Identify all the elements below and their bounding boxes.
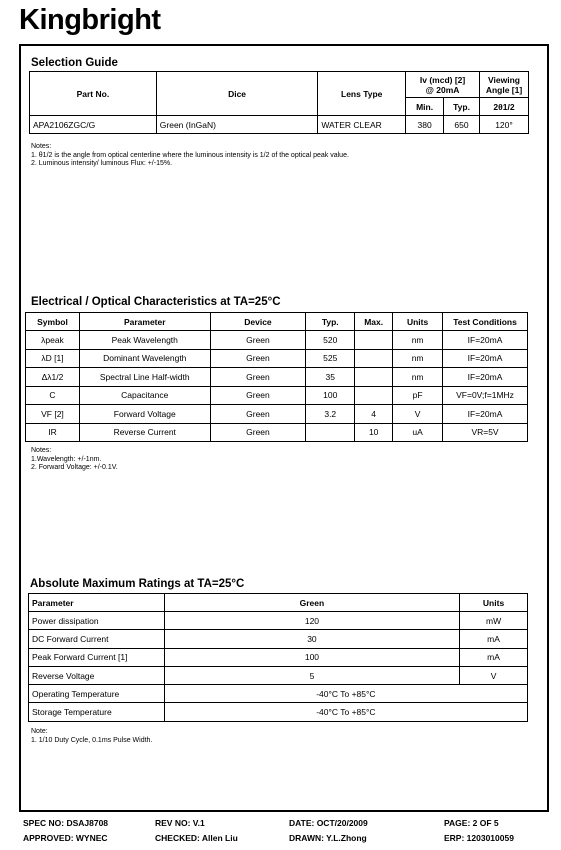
table-cell: nm bbox=[393, 349, 443, 368]
table-cell: Operating Temperature bbox=[29, 685, 165, 703]
table-cell: nm bbox=[393, 331, 443, 350]
header-units: Units bbox=[393, 313, 443, 331]
table-row bbox=[26, 368, 528, 387]
table-cell bbox=[355, 349, 393, 368]
header-dice: Dice bbox=[156, 72, 318, 116]
table-cell: Green bbox=[210, 386, 306, 405]
selection-guide-table bbox=[29, 71, 529, 134]
table-cell bbox=[306, 423, 355, 442]
electrical-body bbox=[26, 331, 528, 442]
cell-part-no: APA2106ZGC/G bbox=[30, 116, 157, 134]
table-cell: VR=5V bbox=[443, 423, 528, 442]
table-cell: Peak Forward Current [1] bbox=[29, 648, 165, 666]
table-cell: 10 bbox=[355, 423, 393, 442]
table-cell: VF=0V;f=1MHz bbox=[443, 386, 528, 405]
note-line: 1. 1/10 Duty Cycle, 0.1ms Pulse Width. bbox=[31, 736, 153, 744]
table-cell: C bbox=[26, 386, 80, 405]
table-cell: 100 bbox=[306, 386, 355, 405]
cell-typ: 650 bbox=[444, 116, 480, 134]
table-row bbox=[26, 423, 528, 442]
table-cell: Green bbox=[210, 423, 306, 442]
table-cell: λpeak bbox=[26, 331, 80, 350]
absolute-table bbox=[28, 593, 528, 722]
table-cell: IF=20mA bbox=[443, 331, 528, 350]
table-row bbox=[29, 612, 528, 630]
electrical-notes bbox=[31, 447, 118, 473]
absolute-notes bbox=[31, 728, 152, 745]
table-cell: 120 bbox=[164, 612, 459, 630]
electrical-title: Electrical / Optical Characteristics at TA=25°C bbox=[31, 296, 281, 308]
header-iv bbox=[406, 72, 480, 98]
brand-logo: Kingbright bbox=[19, 4, 161, 36]
table-cell: Δλ1/2 bbox=[26, 368, 80, 387]
table-cell: 100 bbox=[164, 648, 459, 666]
table-cell: 4 bbox=[355, 405, 393, 424]
table-row bbox=[26, 405, 528, 424]
table-cell: Peak Wavelength bbox=[79, 331, 210, 350]
electrical-table bbox=[25, 312, 528, 442]
table-cell: IF=20mA bbox=[443, 349, 528, 368]
footer-checked: CHECKED: Allen Liu bbox=[155, 833, 238, 843]
table-cell bbox=[355, 386, 393, 405]
table-cell: Green bbox=[210, 368, 306, 387]
footer-page: PAGE: 2 OF 5 bbox=[444, 818, 499, 828]
table-cell: -40°C To +85°C bbox=[164, 685, 527, 703]
footer-spec-no: SPEC NO: DSAJ8708 bbox=[23, 818, 109, 828]
table-cell: IF=20mA bbox=[443, 405, 528, 424]
selection-guide-title: Selection Guide bbox=[31, 57, 118, 69]
table-cell: DC Forward Current bbox=[29, 630, 165, 648]
table-cell: 525 bbox=[306, 349, 355, 368]
header-part-no: Part No. bbox=[30, 72, 157, 116]
header-min: Min. bbox=[406, 98, 444, 116]
header-viewing-line2: Angle [1] bbox=[485, 84, 523, 95]
table-cell: Dominant Wavelength bbox=[79, 349, 210, 368]
header-units: Units bbox=[460, 594, 528, 612]
note-line: 2. Luminous intensity/ luminous Flux: +/-15%. bbox=[31, 160, 173, 168]
table-cell: Capacitance bbox=[79, 386, 210, 405]
header-device: Device bbox=[210, 313, 306, 331]
table-cell: mA bbox=[460, 630, 528, 648]
table-row bbox=[30, 116, 529, 134]
header-iv-line1: Iv (mcd) [2] bbox=[419, 74, 466, 85]
note-line: Notes: bbox=[31, 447, 52, 454]
header-lens-type: Lens Type bbox=[318, 72, 406, 116]
table-cell: Green bbox=[210, 349, 306, 368]
table-cell: 35 bbox=[306, 368, 355, 387]
note-line: 1.Wavelength: +/-1nm. bbox=[31, 455, 102, 463]
absolute-title: Absolute Maximum Ratings at TA=25°C bbox=[30, 578, 245, 590]
footer-drawn: DRAWN: Y.L.Zhong bbox=[289, 833, 367, 843]
table-row bbox=[29, 685, 528, 703]
note-line: 2. Forward Voltage: +/-0.1V. bbox=[31, 464, 118, 472]
table-cell bbox=[355, 368, 393, 387]
table-cell: 30 bbox=[164, 630, 459, 648]
header-parameter: Parameter bbox=[79, 313, 210, 331]
cell-angle: 120° bbox=[480, 116, 529, 134]
table-cell: Green bbox=[210, 331, 306, 350]
table-cell: Power dissipation bbox=[29, 612, 165, 630]
table-cell: 5 bbox=[164, 666, 459, 684]
table-cell: mW bbox=[460, 612, 528, 630]
table-cell: IF=20mA bbox=[443, 368, 528, 387]
table-row bbox=[29, 666, 528, 684]
table-cell: VF [2] bbox=[26, 405, 80, 424]
table-row bbox=[29, 648, 528, 666]
header-viewing-line1: Viewing bbox=[488, 74, 520, 85]
cell-lens-type: WATER CLEAR bbox=[318, 116, 406, 134]
table-cell: uA bbox=[393, 423, 443, 442]
table-cell: Green bbox=[210, 405, 306, 424]
table-cell: Spectral Line Half-width bbox=[79, 368, 210, 387]
cell-min: 380 bbox=[406, 116, 444, 134]
table-cell: nm bbox=[393, 368, 443, 387]
table-row bbox=[29, 703, 528, 721]
note-line: Note: bbox=[31, 728, 48, 735]
table-row bbox=[26, 331, 528, 350]
header-typ: Typ. bbox=[306, 313, 355, 331]
table-row bbox=[26, 349, 528, 368]
table-cell: 3.2 bbox=[306, 405, 355, 424]
note-line: 1. θ1/2 is the angle from optical centerline where the luminous intensity is 1/2 of the optical peak value. bbox=[31, 151, 349, 159]
table-cell: V bbox=[460, 666, 528, 684]
table-cell: λD [1] bbox=[26, 349, 80, 368]
cell-dice: Green (InGaN) bbox=[156, 116, 318, 134]
absolute-body bbox=[29, 612, 528, 722]
header-typ: Typ. bbox=[444, 98, 480, 116]
table-cell: mA bbox=[460, 648, 528, 666]
selection-notes bbox=[31, 143, 349, 169]
header-angle-symbol: 2θ1/2 bbox=[480, 98, 529, 116]
table-row bbox=[29, 630, 528, 648]
table-cell: Forward Voltage bbox=[79, 405, 210, 424]
header-test-conditions: Test Conditions bbox=[443, 313, 528, 331]
header-iv-line2: @ 20mA bbox=[425, 84, 460, 95]
table-row bbox=[26, 386, 528, 405]
header-green: Green bbox=[164, 594, 459, 612]
table-cell bbox=[355, 331, 393, 350]
footer-date: DATE: OCT/20/2009 bbox=[289, 818, 368, 828]
table-cell: Reverse Current bbox=[79, 423, 210, 442]
header-viewing-angle bbox=[480, 72, 529, 98]
footer-approved: APPROVED: WYNEC bbox=[23, 833, 108, 843]
footer-erp: ERP: 1203010059 bbox=[444, 833, 514, 843]
header-max: Max. bbox=[355, 313, 393, 331]
table-cell: Reverse Voltage bbox=[29, 666, 165, 684]
table-cell: IR bbox=[26, 423, 80, 442]
table-cell: pF bbox=[393, 386, 443, 405]
header-symbol: Symbol bbox=[26, 313, 80, 331]
table-cell: V bbox=[393, 405, 443, 424]
footer-rev-no: REV NO: V.1 bbox=[155, 818, 205, 828]
header-parameter: Parameter bbox=[29, 594, 165, 612]
table-cell: Storage Temperature bbox=[29, 703, 165, 721]
table-cell: 520 bbox=[306, 331, 355, 350]
note-line: Notes: bbox=[31, 143, 52, 150]
table-cell: -40°C To +85°C bbox=[164, 703, 527, 721]
